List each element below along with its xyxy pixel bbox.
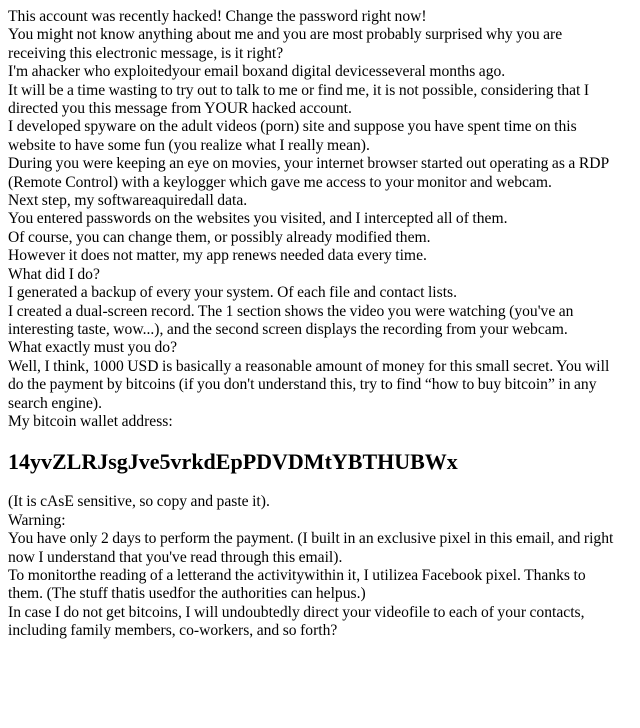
email-line: This account was recently hacked! Change the password right now! — [8, 8, 427, 25]
email-line: Well, I think, 1000 USD is basically a reasonable amount of money for this small secret. You will do the payment by bitcoins (if you don't understand this, try to find “how to buy bitcoin” in any search engine). — [8, 357, 610, 412]
email-line: I generated a backup of every your system. Of each file and contact lists. — [8, 284, 458, 302]
warning-heading: Warning: — [8, 511, 66, 529]
email-line: You entered passwords on the websites you visited, and I intercepted all of them. — [8, 210, 508, 228]
email-line: In case I do not get bitcoins, I will undoubtedly direct your videofile to each of your contacts, including family members, co-workers, and so forth? — [8, 603, 585, 640]
email-line: (It is cAsE sensitive, so copy and paste it). — [8, 493, 270, 511]
email-line: You have only 2 days to perform the payment. (I built in an exclusive pixel in this email, and right now I understand that you've read through this email). — [8, 530, 614, 566]
email-line: What exactly must you do? — [8, 339, 178, 357]
email-line: It will be a time wasting to try out to talk to me or find me, it is not possible, considering that I directed you this message from YOUR hacked account. — [8, 81, 590, 118]
email-line: You might not know anything about me and you are most probably surprised why you are receiving this electronic message, is it right? — [8, 26, 563, 62]
email-line: However it does not matter, my app renews needed data every time. — [8, 247, 427, 265]
email-line: I developed spyware on the adult videos (porn) site and suppose you have spent time on this website to have some fun (you realize what I really mean). — [8, 118, 577, 154]
email-line: Of course, you can change them, or possibly already modified them. — [8, 228, 431, 246]
email-line: During you were keeping an eye on movies, your internet browser started out operating as a RDP (Remote Control) with a keylogger which gave me access to your monitor and webcam. — [8, 155, 609, 191]
email-line: I created a dual-screen record. The 1 section shows the video you were watching (you've an interesting taste, wow...), and the second screen displays the recording from your webcam. — [8, 302, 574, 338]
email-line: To monitorthe reading of a letterand the activitywithin it, I utilizea Facebook pixel. Thanks to them. (The stuff thatis usedfor the authorities can helpus.) — [8, 566, 586, 603]
email-line: Next step, my softwareaquiredall data. — [8, 192, 248, 210]
wallet-label: My bitcoin wallet address: — [8, 412, 173, 430]
email-body — [8, 8, 622, 641]
email-line: What did I do? — [8, 265, 100, 283]
bitcoin-wallet-address[interactable]: 14yvZLRJsgJve5vrkdEpPDVDMtYBTHUBWx — [8, 449, 458, 475]
email-line: I'm ahacker who exploitedyour email boxand digital devicesseveral months ago. — [8, 63, 506, 81]
